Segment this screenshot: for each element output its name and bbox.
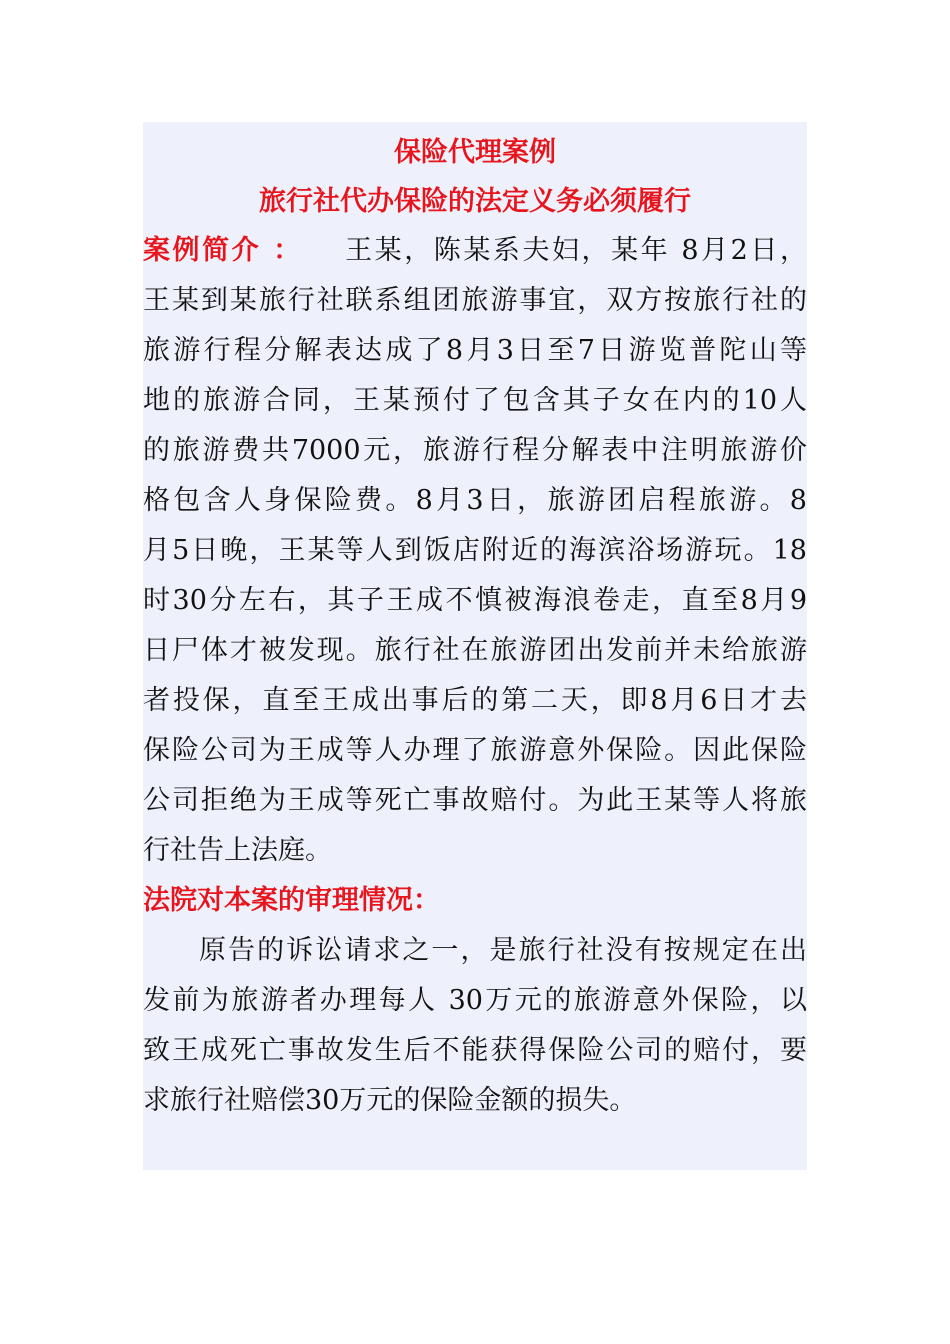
case-intro-text: 王某，陈某系夫妇，某年 8月2日， <box>345 235 807 266</box>
paragraph-line: 旅游行程分解表达成了8月3日至7日游览普陀山等 <box>143 335 807 366</box>
paragraph-line: 发前为旅游者办理每人 30万元的旅游意外保险，以 <box>143 985 807 1016</box>
case-intro-label: 案例简介 ： <box>143 235 303 266</box>
document-title: 保险代理案例 <box>394 137 556 168</box>
paragraph-line: 求旅行社赔偿30万元的保险金额的损失。 <box>143 1085 637 1116</box>
paragraph-line: 者投保，直至王成出事后的第二天，即8月6日才去 <box>143 685 807 716</box>
paragraph-line: 日尸体才被发现。旅行社在旅游团出发前并未给旅游 <box>143 635 807 666</box>
paragraph-line: 行社告上法庭。 <box>143 835 332 866</box>
case-intro-first-line <box>143 226 807 276</box>
paragraph-line: 月5日晚，王某等人到饭店附近的海滨浴场游玩。18 <box>143 535 807 566</box>
paragraph-line: 王某到某旅行社联系组团旅游事宜，双方按旅行社的 <box>143 285 807 316</box>
paragraph-line: 时30分左右，其子王成不慎被海浪卷走，直至8月9 <box>143 585 807 616</box>
paragraph-line: 原告的诉讼请求之一，是旅行社没有按规定在出 <box>199 935 807 966</box>
paragraph-line: 保险公司为王成等人办理了旅游意外保险。因此保险 <box>143 735 807 766</box>
paragraph-line: 致王成死亡事故发生后不能获得保险公司的赔付，要 <box>143 1035 807 1066</box>
paragraph-line: 的旅游费共7000元，旅游行程分解表中注明旅游价 <box>143 435 807 466</box>
document-panel <box>143 122 807 1170</box>
paragraph-line: 格包含人身保险费。8月3日，旅游团启程旅游。8 <box>143 485 807 516</box>
court-section-heading: 法院对本案的审理情况： <box>143 885 440 916</box>
paragraph-line: 公司拒绝为王成等死亡事故赔付。为此王某等人将旅 <box>143 785 807 816</box>
document-subtitle: 旅行社代办保险的法定义务必须履行 <box>259 186 691 217</box>
paragraph-line: 地的旅游合同，王某预付了包含其子女在内的10人 <box>143 385 807 416</box>
